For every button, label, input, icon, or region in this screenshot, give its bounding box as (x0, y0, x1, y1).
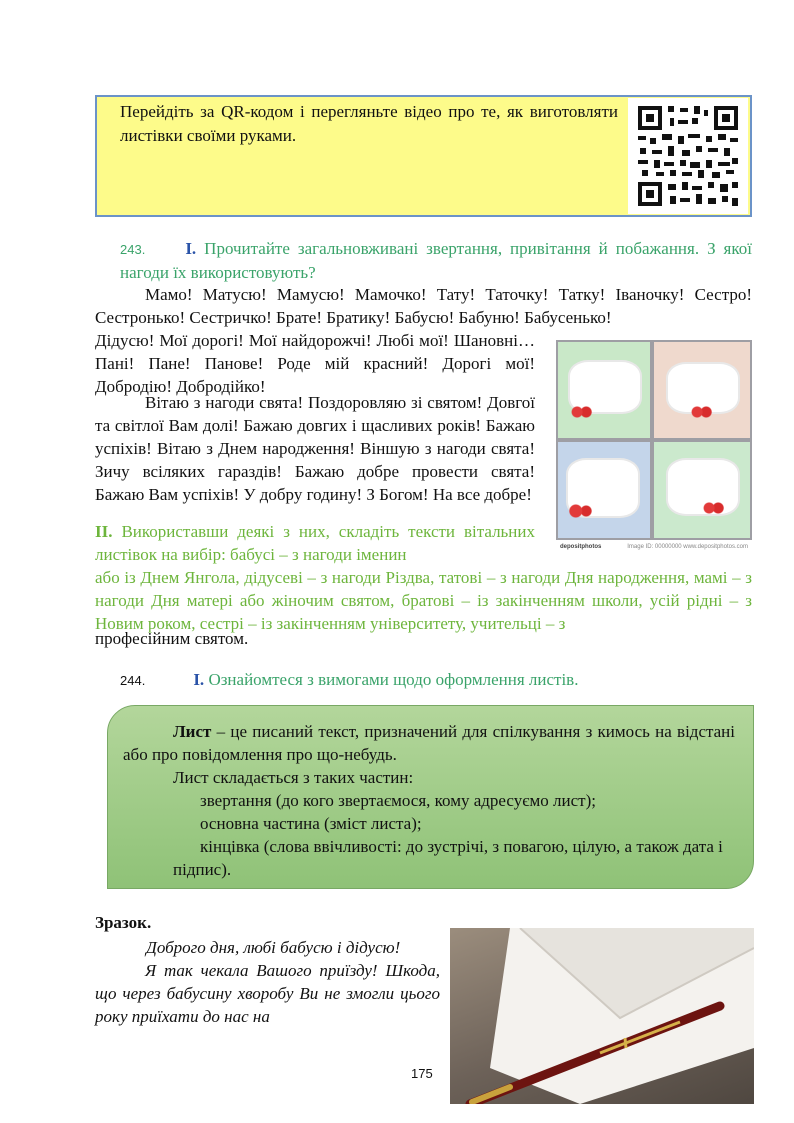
card-green (558, 342, 650, 438)
card-peach (654, 342, 750, 438)
greeting-cards-image (556, 340, 752, 554)
task-text: Прочитайте загальновживані звертання, привітання й побажання. З якої нагоди їх використовують? (120, 239, 752, 282)
part-marker: I. (185, 239, 197, 258)
stock-id-text: Image ID: 00000000 www.depositphotos.com (627, 544, 748, 550)
sample-body: Я так чекала Вашого приїзду! Шкода, що через бабусину хворобу Ви не змогли цього року приїхати до нас на (95, 961, 440, 1026)
exercise-number: 243. (120, 242, 146, 257)
sample-heading: Зразок. (95, 913, 152, 932)
task-2-part-b: або із Днем Янгола, дідусеві – з нагоди Різдва, татові – з нагоди Дня народження, мамі – з нагоди Дня матері або жіночим святом, братові – із закінченням школи, усій рідні – з Новим роком, сестрі – із закінченням університету, учительці – з (95, 568, 752, 633)
part-marker: II. (95, 522, 113, 541)
card-blue (558, 442, 650, 538)
qr-code-image[interactable] (628, 98, 748, 214)
rose-icon (700, 500, 726, 516)
envelope-pen-photo (450, 928, 754, 1104)
rose-icon (688, 404, 714, 420)
exercise-244-task (120, 668, 752, 692)
rose-icon (566, 502, 594, 520)
task-2-part-a: Використавши деякі з них, складіть тексти вітальних листівок на вибір: бабусі – з нагоди іменин (95, 522, 535, 564)
definition-text: – це писаний текст, призначений для спілкування з кимось на відстані або про повідомлення про що-небудь. (123, 722, 735, 764)
watermark-text: depositphotos (560, 544, 602, 550)
exercise-243-task (120, 237, 752, 284)
task-2-text (95, 520, 535, 566)
greetings-paragraph: Вітаю з нагоди свята! Поздоровляю зі святом! Довгої та світлої Вам долі! Бажаю довгих і щасливих років! Бажаю успіхів! Вітаю з Днем народження! Віншую з нагоди свята! Зичу всіляких гараздів! Бажаю добре провести свята! Бажаю Вам успіхів! У добру годину! З Богом! На все добре! (95, 393, 535, 504)
addresses-paragraph: Мамо! Матусю! Мамусю! Мамочко! Тату! Таточку! Татку! Іваночку! Сестро! Сестронько! Сестричко! Брате! Братику! Бабусю! Бабуню! Бабусенько! (95, 285, 752, 327)
task-text: Ознайомтеся з вимогами щодо оформлення листів. (208, 670, 579, 689)
part-marker: I. (193, 670, 205, 689)
exercise-number: 244. (120, 673, 146, 688)
envelope-pen-illustration (450, 928, 754, 1104)
letter-definition (123, 720, 735, 766)
letter-part-2: основна частина (зміст листа); (200, 814, 422, 833)
sample-greeting: Доброго дня, любі бабусю і дідусю! (146, 938, 401, 957)
letter-part-3: кінцівка (слова ввічливості: до зустрічі, з повагою, цілую, а також дата і підпис). (173, 837, 723, 879)
rose-icon (568, 404, 594, 420)
addresses-paragraph-2: Дідусю! Мої дорогі! Мої найдорожчі! Любі мої! Шановні…Пані! Пане! Панове! Роде мій красний! Дорогі мої! Добродію! Добродійко! (95, 331, 535, 396)
term: Лист (173, 722, 212, 741)
letter-part-1: звертання (до кого звертаємося, кому адресуємо лист); (200, 791, 596, 810)
page-number: 175 (411, 1066, 433, 1081)
card-mint (654, 442, 750, 538)
parts-intro: Лист складається з таких частин: (173, 768, 414, 787)
stock-footer (556, 540, 752, 554)
qr-code-icon (628, 98, 748, 214)
task-2-part-c: професійним святом. (95, 629, 249, 648)
qr-instruction-text: Перейдіть за QR-кодом і перегляньте відео про те, як виготовляти листівки своїми руками. (120, 102, 618, 145)
